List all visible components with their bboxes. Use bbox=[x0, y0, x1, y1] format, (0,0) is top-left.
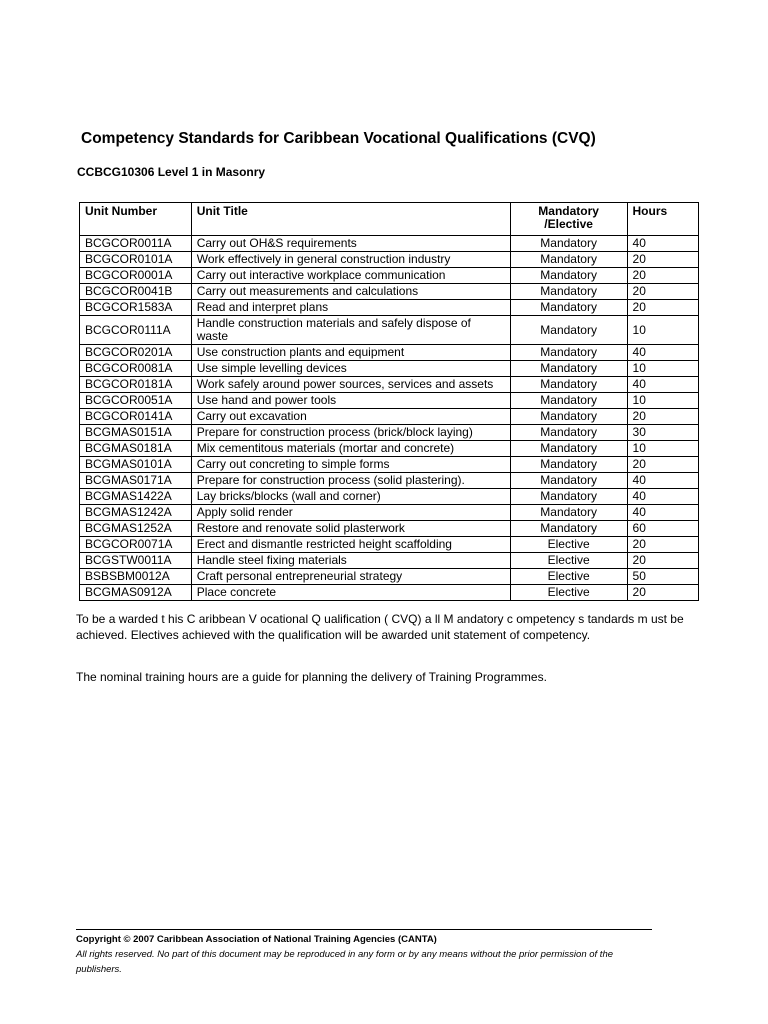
cell-mandatory-elective: Elective bbox=[510, 569, 627, 585]
cell-hours: 20 bbox=[627, 537, 698, 553]
cell-hours: 10 bbox=[627, 316, 698, 345]
table-row bbox=[80, 377, 699, 393]
cell-unit-title: Apply solid render bbox=[191, 505, 510, 521]
table-row bbox=[80, 585, 699, 601]
cell-unit-number: BCGCOR0101A bbox=[80, 252, 192, 268]
table-header-row bbox=[80, 203, 699, 236]
cell-mandatory-elective: Elective bbox=[510, 585, 627, 601]
copyright-line: Copyright © 2007 Caribbean Association of National Training Agencies (CANTA) bbox=[76, 934, 437, 945]
cell-unit-title: Carry out concreting to simple forms bbox=[191, 457, 510, 473]
cell-mandatory-elective: Elective bbox=[510, 537, 627, 553]
header-mandatory-elective bbox=[510, 203, 627, 236]
table-row bbox=[80, 361, 699, 377]
hours-note: The nominal training hours are a guide for planning the delivery of Training Programmes. bbox=[76, 670, 547, 684]
cell-hours: 10 bbox=[627, 441, 698, 457]
cell-hours: 20 bbox=[627, 457, 698, 473]
cell-unit-number: BCGMAS0181A bbox=[80, 441, 192, 457]
cell-unit-title: Use construction plants and equipment bbox=[191, 345, 510, 361]
cell-hours: 30 bbox=[627, 425, 698, 441]
cell-mandatory-elective: Mandatory bbox=[510, 425, 627, 441]
cell-unit-title: Carry out excavation bbox=[191, 409, 510, 425]
cell-hours: 40 bbox=[627, 345, 698, 361]
cell-unit-number: BCGCOR0071A bbox=[80, 537, 192, 553]
cell-unit-title: Prepare for construction process (solid plastering). bbox=[191, 473, 510, 489]
cell-unit-title: Handle construction materials and safely dispose of waste bbox=[191, 316, 510, 345]
cell-unit-number: BCGCOR0181A bbox=[80, 377, 192, 393]
qualification-subtitle: CCBCG10306 Level 1 in Masonry bbox=[77, 165, 266, 179]
page-title: Competency Standards for Caribbean Vocational Qualifications (CVQ) bbox=[81, 130, 596, 147]
table-row bbox=[80, 553, 699, 569]
table-row bbox=[80, 300, 699, 316]
table-row bbox=[80, 268, 699, 284]
cell-hours: 20 bbox=[627, 409, 698, 425]
table-row bbox=[80, 521, 699, 537]
cell-unit-number: BCGCOR1583A bbox=[80, 300, 192, 316]
cell-unit-title: Lay bricks/blocks (wall and corner) bbox=[191, 489, 510, 505]
cell-unit-number: BCGMAS1422A bbox=[80, 489, 192, 505]
cell-unit-title: Restore and renovate solid plasterwork bbox=[191, 521, 510, 537]
cell-hours: 50 bbox=[627, 569, 698, 585]
cell-unit-title: Carry out OH&S requirements bbox=[191, 236, 510, 252]
cell-unit-number: BCGCOR0001A bbox=[80, 268, 192, 284]
cell-unit-number: BCGMAS0912A bbox=[80, 585, 192, 601]
table-row bbox=[80, 316, 699, 345]
cell-unit-title: Work effectively in general construction industry bbox=[191, 252, 510, 268]
cell-unit-number: BCGMAS1242A bbox=[80, 505, 192, 521]
cell-hours: 40 bbox=[627, 473, 698, 489]
cell-unit-number: BCGCOR0201A bbox=[80, 345, 192, 361]
cell-unit-number: BCGCOR0141A bbox=[80, 409, 192, 425]
award-note: To be a warded t his C aribbean V ocational Q ualification ( CVQ) a ll M andatory c ompetency s tandards m ust be achieved. Electives achieved with the qualification will be awarded unit statement of competency. bbox=[76, 612, 684, 642]
table-row bbox=[80, 252, 699, 268]
cell-hours: 40 bbox=[627, 489, 698, 505]
cell-unit-number: BCGMAS0151A bbox=[80, 425, 192, 441]
cell-mandatory-elective: Mandatory bbox=[510, 361, 627, 377]
header-unit-title: Unit Title bbox=[191, 203, 510, 236]
cell-hours: 20 bbox=[627, 284, 698, 300]
table-row bbox=[80, 409, 699, 425]
cell-unit-number: BCGSTW0011A bbox=[80, 553, 192, 569]
header-mandatory-line2: /Elective bbox=[544, 217, 593, 231]
cell-hours: 20 bbox=[627, 268, 698, 284]
cell-mandatory-elective: Mandatory bbox=[510, 489, 627, 505]
table-row bbox=[80, 441, 699, 457]
cell-mandatory-elective: Mandatory bbox=[510, 268, 627, 284]
table-row bbox=[80, 457, 699, 473]
header-hours: Hours bbox=[627, 203, 698, 236]
cell-hours: 40 bbox=[627, 505, 698, 521]
cell-unit-number: BCGMAS1252A bbox=[80, 521, 192, 537]
cell-mandatory-elective: Mandatory bbox=[510, 521, 627, 537]
cell-unit-number: BCGCOR0111A bbox=[80, 316, 192, 345]
table-row bbox=[80, 537, 699, 553]
table-row bbox=[80, 505, 699, 521]
cell-unit-title: Use hand and power tools bbox=[191, 393, 510, 409]
footer-divider bbox=[76, 929, 652, 930]
cell-mandatory-elective: Mandatory bbox=[510, 441, 627, 457]
cell-unit-title: Use simple levelling devices bbox=[191, 361, 510, 377]
cell-unit-number: BCGCOR0041B bbox=[80, 284, 192, 300]
cell-mandatory-elective: Mandatory bbox=[510, 252, 627, 268]
cell-unit-title: Prepare for construction process (brick/block laying) bbox=[191, 425, 510, 441]
units-table-body bbox=[80, 236, 699, 601]
cell-mandatory-elective: Mandatory bbox=[510, 457, 627, 473]
cell-hours: 20 bbox=[627, 585, 698, 601]
cell-unit-number: BCGMAS0171A bbox=[80, 473, 192, 489]
cell-mandatory-elective: Mandatory bbox=[510, 345, 627, 361]
cell-hours: 10 bbox=[627, 361, 698, 377]
cell-unit-title: Work safely around power sources, services and assets bbox=[191, 377, 510, 393]
rights-statement: All rights reserved. No part of this document may be reproduced in any form or by any means without the prior permission of the publishers. bbox=[76, 949, 614, 975]
cell-hours: 20 bbox=[627, 300, 698, 316]
header-unit-number: Unit Number bbox=[80, 203, 192, 236]
table-row bbox=[80, 393, 699, 409]
cell-unit-number: BSBSBM0012A bbox=[80, 569, 192, 585]
cell-mandatory-elective: Mandatory bbox=[510, 409, 627, 425]
cell-mandatory-elective: Mandatory bbox=[510, 284, 627, 300]
cell-unit-number: BCGCOR0011A bbox=[80, 236, 192, 252]
cell-mandatory-elective: Mandatory bbox=[510, 473, 627, 489]
cell-unit-title: Handle steel fixing materials bbox=[191, 553, 510, 569]
cell-hours: 20 bbox=[627, 553, 698, 569]
cell-hours: 10 bbox=[627, 393, 698, 409]
cell-unit-title: Erect and dismantle restricted height scaffolding bbox=[191, 537, 510, 553]
units-table bbox=[79, 202, 699, 601]
cell-unit-number: BCGMAS0101A bbox=[80, 457, 192, 473]
cell-mandatory-elective: Mandatory bbox=[510, 300, 627, 316]
cell-unit-title: Carry out measurements and calculations bbox=[191, 284, 510, 300]
cell-unit-title: Craft personal entrepreneurial strategy bbox=[191, 569, 510, 585]
table-row bbox=[80, 489, 699, 505]
table-row bbox=[80, 473, 699, 489]
header-mandatory-line1: Mandatory bbox=[538, 204, 599, 218]
cell-unit-number: BCGCOR0051A bbox=[80, 393, 192, 409]
cell-mandatory-elective: Mandatory bbox=[510, 236, 627, 252]
cell-unit-title: Carry out interactive workplace communication bbox=[191, 268, 510, 284]
cell-unit-number: BCGCOR0081A bbox=[80, 361, 192, 377]
cell-hours: 20 bbox=[627, 252, 698, 268]
cell-mandatory-elective: Mandatory bbox=[510, 316, 627, 345]
cell-mandatory-elective: Mandatory bbox=[510, 505, 627, 521]
cell-mandatory-elective: Mandatory bbox=[510, 393, 627, 409]
cell-unit-title: Read and interpret plans bbox=[191, 300, 510, 316]
cell-mandatory-elective: Elective bbox=[510, 553, 627, 569]
table-row bbox=[80, 425, 699, 441]
cell-unit-title: Place concrete bbox=[191, 585, 510, 601]
cell-unit-title: Mix cementitous materials (mortar and concrete) bbox=[191, 441, 510, 457]
table-row bbox=[80, 569, 699, 585]
cell-hours: 40 bbox=[627, 377, 698, 393]
table-row bbox=[80, 284, 699, 300]
table-row bbox=[80, 236, 699, 252]
cell-hours: 40 bbox=[627, 236, 698, 252]
cell-hours: 60 bbox=[627, 521, 698, 537]
table-row bbox=[80, 345, 699, 361]
cell-mandatory-elective: Mandatory bbox=[510, 377, 627, 393]
